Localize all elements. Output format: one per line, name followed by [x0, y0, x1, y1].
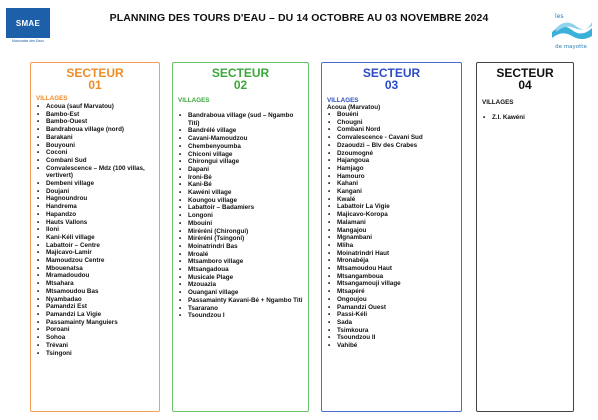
village-list-item: • Mronabéja: [327, 257, 456, 265]
sector-04-title: SECTEUR: [496, 66, 554, 80]
village-list-item: • Koungou village: [178, 197, 303, 205]
village-list-item: • Longoni: [178, 212, 303, 220]
village-list-item: • Ongoujou: [327, 296, 456, 304]
village-list-item: • Coconi: [36, 149, 154, 157]
village-list-item: • Handrema: [36, 203, 154, 211]
sector-01-title: SECTEUR: [66, 66, 124, 80]
village-list-item: • Mzouazia: [178, 281, 303, 289]
village-list-item: • Iloni: [36, 226, 154, 234]
village-list-item: • Passamainty Kavani-Bé + Ngambo Titi: [178, 297, 303, 305]
village-list-item: • Convalescence – Mdz (100 villas, vertivert): [36, 165, 154, 180]
village-list-item: • Bambo-Est: [36, 111, 154, 119]
village-list-item: • Convalescence - Cavani Sud: [327, 134, 456, 142]
sector-01-panel: [30, 62, 160, 412]
sector-04-panel: [476, 62, 574, 412]
sector-03-panel: [321, 62, 462, 412]
village-list-item: • Kani-Kéli village: [36, 234, 154, 242]
village-list-item: • Hagnoundrou: [36, 195, 154, 203]
village-list-item: • Dzoumogné: [327, 150, 456, 158]
village-list-item: • Kwalé: [327, 196, 456, 204]
sector-04-village-list: [482, 114, 568, 122]
village-list-item: • Dembeni village: [36, 180, 154, 188]
village-list-item: • Mbouenatsa: [36, 265, 154, 273]
village-list-item: • Bouéni: [327, 111, 456, 119]
sector-03-villages-label: VILLAGES: [327, 97, 359, 104]
village-list-item: • Mangajou: [327, 227, 456, 235]
village-list-item: • Barakani: [36, 134, 154, 142]
village-list-item: • Mtsapéré: [327, 288, 456, 296]
village-list-item: • Combani Nord: [327, 126, 456, 134]
sector-03-title: SECTEUR: [362, 66, 421, 80]
village-list-item: • Pamandzi Ouest: [327, 304, 456, 312]
village-list-item: • Sohoa: [36, 334, 154, 342]
village-list-item: • Tsimkoura: [327, 327, 456, 335]
village-list-item: • Dzaoudzi – Blv des Crabes: [327, 142, 456, 150]
village-list-item: • Dapani: [178, 166, 303, 174]
sector-04-number: 04: [518, 78, 532, 92]
village-list-item: • Chougni: [327, 119, 456, 127]
village-list-item: • Vahibé: [327, 342, 456, 350]
village-list-item: • Kahani: [327, 180, 456, 188]
village-list-item: • Hajangoua: [327, 157, 456, 165]
village-list-item: • Musicale Plage: [178, 274, 303, 282]
sector-03-number: 03: [384, 78, 399, 92]
village-list-item: • Majicavo-Lamir: [36, 249, 154, 257]
sector-02-panel: [172, 62, 309, 412]
village-list-item: • Miréréni (Tsingoni): [178, 235, 303, 243]
village-list-item: • Mtsahara: [36, 280, 154, 288]
village-list-item: • Kawéni village: [178, 189, 303, 197]
sector-01-villages-label: VILLAGES: [36, 95, 68, 102]
sector-02-title: SECTEUR: [211, 66, 270, 80]
sector-03-sub-label: Acoua (Marvatou): [327, 104, 381, 111]
village-list-item: • Chembenyoumba: [178, 143, 303, 151]
sector-02-number: 02: [233, 78, 248, 92]
sector-02-village-list: [178, 112, 303, 320]
village-list-item: • Bandrélé village: [178, 127, 303, 135]
village-list-item: • Doujani: [36, 188, 154, 196]
village-list-item: • Pamandzi La Vigie: [36, 311, 154, 319]
village-list-item: • Mtsangadoua: [178, 266, 303, 274]
village-list-item: • Tsoundzou I: [178, 312, 303, 320]
village-list-item: • Majicavo-Koropa: [327, 211, 456, 219]
village-list-item: • Poroani: [36, 326, 154, 334]
wave-logo-icon: [548, 6, 594, 50]
village-list-item: • Moinatrindri Bas: [178, 243, 303, 251]
smae-logo-text: SMAE: [15, 18, 41, 28]
village-list-item: • Z.I. Kawéni: [482, 114, 568, 122]
sector-01-number: 01: [88, 78, 102, 92]
village-list-item: • Tsararano: [178, 305, 303, 313]
village-list-item: • Labattoir – Badamiers: [178, 204, 303, 212]
village-list-item: • Ironi-Bé: [178, 174, 303, 182]
sector-03-village-list: [327, 111, 456, 350]
village-list-item: • Chiconi village: [178, 151, 303, 159]
village-list-item: • Tsingoni: [36, 350, 154, 358]
village-list-item: • Passamainty Manguiers: [36, 319, 154, 327]
smae-logo-box: [6, 8, 50, 38]
village-list-item: • Bandraboua village (nord): [36, 126, 154, 134]
village-list-item: • Mbouini: [178, 220, 303, 228]
village-list-item: • Cavani-Mamoudzou: [178, 135, 303, 143]
eaux-de-mayotte-logo: [548, 6, 594, 50]
village-list-item: • Hamouro: [327, 173, 456, 181]
village-list-item: • Mroalé: [178, 251, 303, 259]
sector-01-village-list: [36, 103, 154, 357]
village-list-item: • Pamandzi Est: [36, 303, 154, 311]
village-list-item: • Miréréni (Chirongui): [178, 228, 303, 236]
village-list-item: • Tsoundzou II: [327, 334, 456, 342]
page-title: PLANNING DES TOURS D'EAU – DU 14 OCTOBRE AU 03 NOVEMBRE 2024: [109, 12, 489, 24]
village-list-item: • Labattoir La Vigie: [327, 203, 456, 211]
village-list-item: • Mtsangamboua: [327, 273, 456, 281]
village-list-item: • Moinatrindri Haut: [327, 250, 456, 258]
village-list-item: • Bouyouni: [36, 142, 154, 150]
village-list-item: • Malamani: [327, 219, 456, 227]
village-list-item: • Bandraboua village (sud – Ngambo Titi): [178, 112, 303, 127]
smae-logo: [6, 8, 50, 50]
village-list-item: • Acoua (sauf Marvatou): [36, 103, 154, 111]
logo-right-top-text: les: [555, 13, 564, 20]
village-list-item: • Sada: [327, 319, 456, 327]
village-list-item: • Chirongui village: [178, 158, 303, 166]
sector-02-villages-label: VILLAGES: [178, 97, 210, 104]
village-list-item: • Labattoir – Centre: [36, 242, 154, 250]
sector-04-villages-label: VILLAGES: [482, 99, 514, 106]
village-list-item: • Hamjago: [327, 165, 456, 173]
village-list-item: • Mtsamboro village: [178, 258, 303, 266]
village-list-item: • Mamoudzou Centre: [36, 257, 154, 265]
village-list-item: • Mramadoudou: [36, 272, 154, 280]
smae-logo-tagline: Mahoraise des Eaux: [12, 39, 44, 43]
village-list-item: • Combani Sud: [36, 157, 154, 165]
village-list-item: • Mtsamoudou Bas: [36, 288, 154, 296]
logo-right-bottom-text: de mayotte: [555, 44, 587, 50]
village-list-item: • Mtsamoudou Haut: [327, 265, 456, 273]
village-list-item: • Ouangani village: [178, 289, 303, 297]
village-list-item: • Mtsangamouji village: [327, 280, 456, 288]
village-list-item: • Trévani: [36, 342, 154, 350]
village-list-item: • Kangani: [327, 188, 456, 196]
village-list-item: • Mliha: [327, 242, 456, 250]
village-list-item: • Passi-Kéli: [327, 311, 456, 319]
village-list-item: • Mgnambani: [327, 234, 456, 242]
village-list-item: • Hauts Vallons: [36, 219, 154, 227]
village-list-item: • Kani-Bé: [178, 181, 303, 189]
village-list-item: • Hapandzo: [36, 211, 154, 219]
village-list-item: • Bambo-Ouest: [36, 118, 154, 126]
village-list-item: • Nyambadao: [36, 296, 154, 304]
